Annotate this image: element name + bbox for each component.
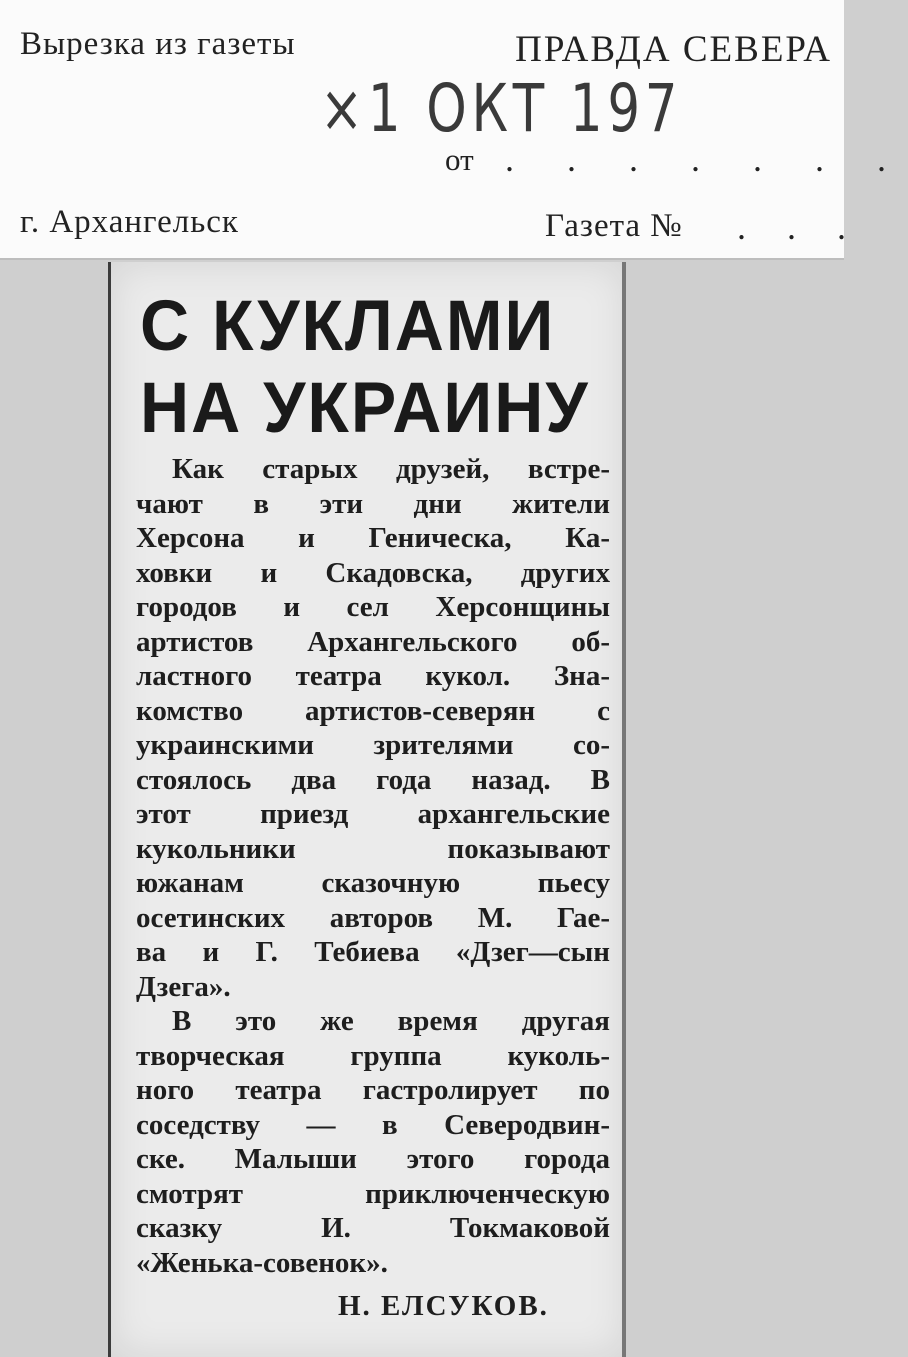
body-line: ва и Г. Тебиева «Дзег—сын [136,936,610,968]
body-line: ске. Малыши этого города [136,1143,610,1175]
article-author: Н. ЕЛСУКОВ. [338,1290,549,1322]
article-headline [140,285,610,449]
from-label: от [445,142,474,177]
body-line: Херсона и Геническа, Ка- [136,522,610,554]
body-line: городов и сел Херсонщины [136,591,610,623]
body-line: ховки и Скадовска, других [136,556,610,589]
issue-label: Газета № [545,208,683,244]
city-label: г. Архангельск [20,204,239,240]
newspaper-name: ПРАВДА СЕВЕРА [515,29,832,70]
issue-dots: . . . [737,207,862,247]
body-line: творческая группа куколь- [136,1039,610,1072]
body-line: комство артистов-северян с [136,694,610,727]
body-line: сказку И. Токмаковой [136,1212,610,1244]
body-line: артистов Архангельского об- [136,625,610,658]
body-line: смотрят приключенческую [136,1177,610,1210]
body-line: кукольники показывают [136,832,610,865]
body-line: Дзега». [136,970,231,1003]
body-line: этот приезд архангельские [136,798,610,830]
body-line: ного театра гастролирует по [136,1074,610,1106]
article-body [136,452,610,1280]
clipping-header-form [0,0,908,260]
body-line: В это же время другая [172,1005,610,1037]
body-line: осетинских авторов М. Гае- [136,901,610,934]
body-line: украинскими зрителями со- [136,729,610,761]
clipping-label: Вырезка из газеты [20,26,296,62]
body-line: Как старых друзей, встре- [172,453,610,485]
headline-line: НА УКРАИНУ [140,367,590,448]
clipping-edge [622,262,626,1357]
headline-line: С КУКЛАМИ [140,286,556,366]
body-line: стоялось два года назад. В [136,763,610,796]
from-dots: . . . . . . . [505,139,908,179]
body-line: южанам сказочную пьесу [136,867,610,899]
body-line: «Женька-совенок». [136,1246,388,1279]
body-line: чают в эти дни жители [136,487,610,520]
body-line: соседству — в Северодвин- [136,1108,610,1141]
date-stamp: ×1 ОКТ 197 [320,70,683,147]
body-line: ластного театра кукол. Зна- [136,660,610,692]
